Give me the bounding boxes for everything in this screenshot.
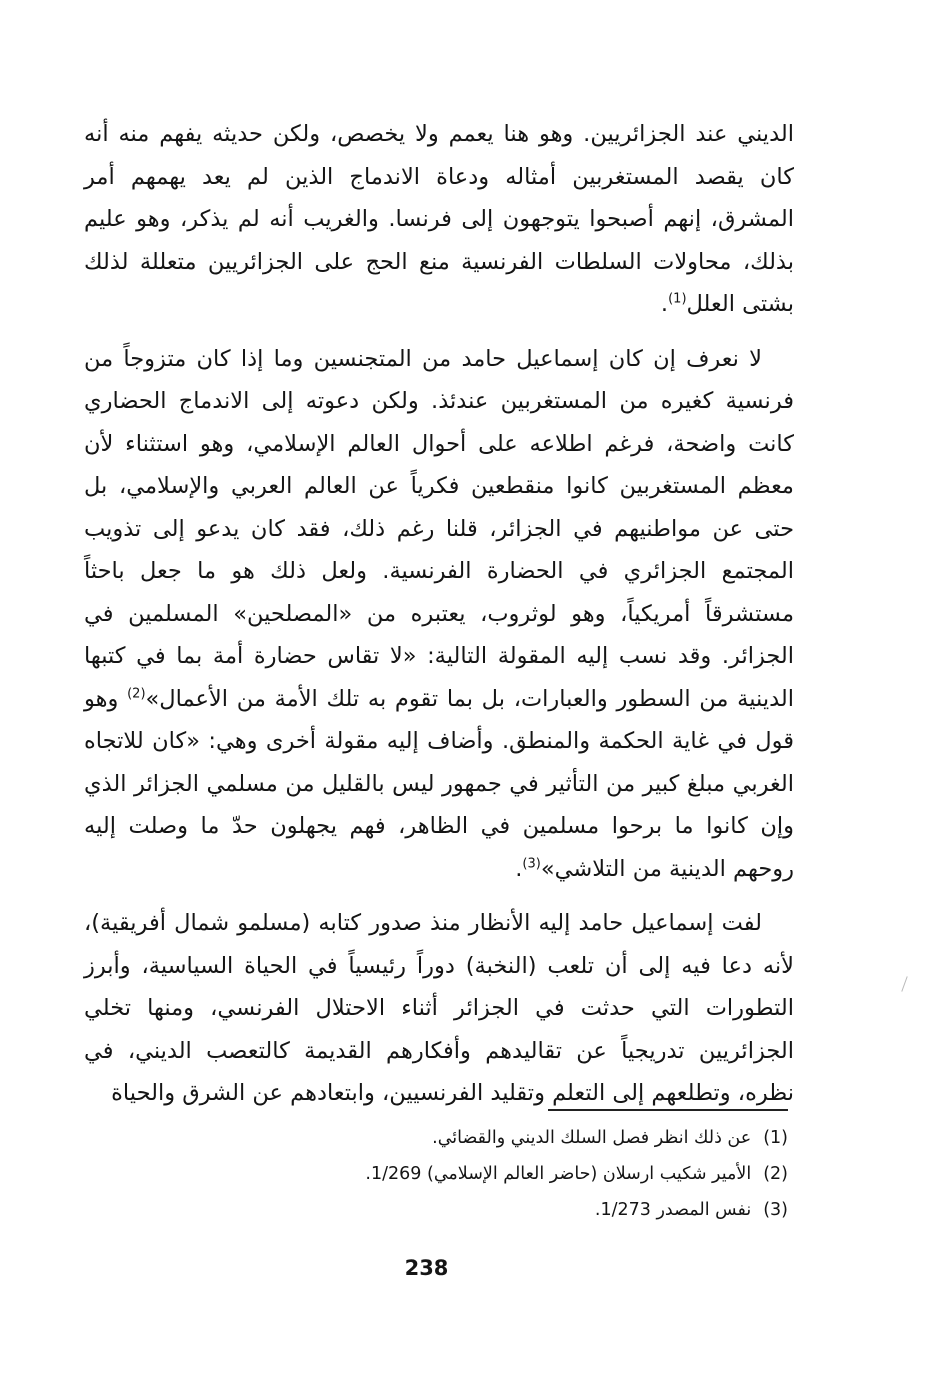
paragraph-2-text-a: لا نعرف إن كان إسماعيل حامد من المتجنسين وما إذا كان متزوجاً من فرنسية كغيره من المستغربين عندئذ. ولكن دعوته إلى الاندماج الحضاري كانت واضحة، فرغم اطلاعه على أحوال العالم الإسلامي، وهو استثناء لأن معظم المستغربين كانوا منقطعين فكرياً عن العالم العربي والإسلامي، بل حتى عن مواطنيهم في الجزائر، قلنا رغم ذلك، فقد كان يدعو إلى تذويب المجتمع الجزائري في الحضارة الفرنسية. ولعل ذلك هو ما جعل باحثاً مستشرقاً أمريكياً، وهو لوثروب، يعتبره من «المصلحين» المسلمين في الجزائر. وقد نسب إليه المقولة التالية: «لا تقاس حضارة أمة بما في كتبها الدينية من السطور والعبارات، بل بما تقوم به تلك الأمة من الأعمال» bbox=[84, 345, 794, 712]
footnote-ref-3: (3) bbox=[522, 856, 541, 871]
footnotes bbox=[300, 1120, 788, 1228]
footnote-number: (3) bbox=[763, 1200, 788, 1220]
footnote-ref-1: (1) bbox=[668, 291, 687, 307]
margin-mark bbox=[901, 976, 907, 991]
footnote-separator bbox=[548, 1109, 788, 1111]
paragraph-2-end: . bbox=[515, 855, 523, 882]
footnote-text: عن ذلك انظر فصل السلك الديني والقضائي. bbox=[432, 1128, 752, 1148]
footnote-number: (1) bbox=[763, 1128, 788, 1148]
paragraph-1-end: . bbox=[660, 291, 669, 317]
footnote-1 bbox=[300, 1120, 788, 1156]
footnote-3 bbox=[300, 1192, 788, 1228]
paragraph-1 bbox=[84, 113, 794, 326]
footnote-text: الأمير شكيب ارسلان (حاضر العالم الإسلامي) 1/269. bbox=[365, 1164, 752, 1184]
footnote-text: نفس المصدر 1/273. bbox=[594, 1200, 752, 1220]
footnote-2 bbox=[300, 1156, 788, 1192]
body-text bbox=[84, 113, 794, 1127]
paragraph-3 bbox=[84, 902, 794, 1115]
page-number: 238 bbox=[404, 1256, 449, 1280]
footnote-number: (2) bbox=[763, 1164, 788, 1184]
footnote-ref-2: (2) bbox=[127, 686, 146, 701]
paragraph-2-text-b: وهو قول في غاية الحكمة والمنطق. وأضاف إليه مقولة أخرى وهي: «كان للاتجاه الغربي مبلغ كبير من التأثير في جمهور ليس بالقليل من مسلمي الجزائر الذي وإن كانوا ما برحوا مسلمين في الظاهر، فهم يجهلون حدّ ما وصلت إليه روحهم الدينية من التلاشي» bbox=[84, 685, 794, 882]
paragraph-1-text: الديني عند الجزائريين. وهو هنا يعمم ولا يخصص، ولكن حديثه يفهم منه أنه كان يقصد المستغربين أمثاله ودعاة الاندماج الذين لم يعد يهمهم أمر المشرق، إنهم أصبحوا يتوجهون إلى فرنسا. والغريب أنه لم يذكر، وهو عليم بذلك، محاولات السلطات الفرنسية منع الحج على الجزائريين متعللة لذلك بشتى العلل bbox=[84, 121, 794, 317]
paragraph-2 bbox=[84, 338, 794, 891]
paragraph-3-text: لفت إسماعيل حامد إليه الأنظار منذ صدور كتابه (مسلمو شمال أفريقية)، لأنه دعا فيه إلى أن تلعب (النخبة) دوراً رئيسياً في الحياة السياسية، وأبرز التطورات التي حدثت في الجزائر أثناء الاحتلال الفرنسي، ومنها تخلي الجزائريين تدريجياً عن تقاليدهم وأفكارهم القديمة كالتعصب الديني، في نظره، وتطلعهم إلى التعلم وتقليد الفرنسيين، وابتعادهم عن الشرق والحياة bbox=[84, 910, 794, 1106]
